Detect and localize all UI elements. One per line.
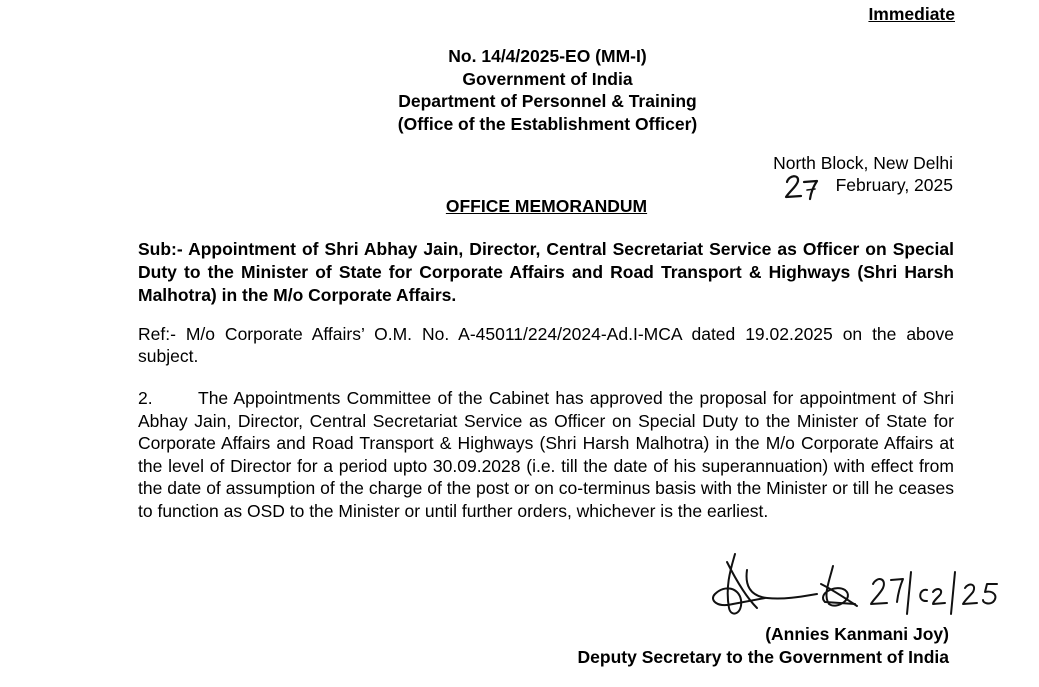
- priority-label: Immediate: [868, 4, 955, 24]
- paragraph-text: The Appointments Committee of the Cabinet has approved the proposal for appointment of Shri Abhay Jain, Director, Central Secretariat Service as Officer on Special Duty to the Minister of State for Corporate Affairs and Road Transport & Highways (Shri Harsh Malhotra) in the M/o Corporate Affairs at the level of Director for a period upto 30.09.2028 (i.e. till the date of his superannuation) with effect from the date of assumption of the charge of the post or on co-terminus basis with the Minister or till he ceases to function as OSD to the Minister or until further orders, whichever is the earliest.: [138, 388, 954, 521]
- memo-title: OFFICE MEMORANDUM: [445, 196, 648, 216]
- department-name: Department of Personnel & Training: [398, 91, 697, 111]
- office-name: (Office of the Establishment Officer): [397, 113, 698, 134]
- signatory-name: (Annies Kanmani Joy): [765, 624, 949, 644]
- issue-date: February, 2025: [835, 175, 953, 195]
- body-paragraph-2: [138, 387, 954, 522]
- handwritten-signature: [705, 548, 1015, 623]
- reference-paragraph: Ref:- M/o Corporate Affairs’ O.M. No. A-45011/224/2024-Ad.I-MCA dated 19.02.2025 on the above subject.: [138, 324, 954, 366]
- government-name: Government of India: [462, 68, 633, 89]
- file-number: No. 14/4/2025-EO (MM-I): [448, 46, 647, 66]
- signatory-title: Deputy Secretary to the Government of India: [577, 647, 949, 667]
- subject-paragraph: Sub:- Appointment of Shri Abhay Jain, Director, Central Secretariat Service as Officer on Special Duty to the Minister of State for Corporate Affairs and Road Transport & Highways (Shri Harsh Malhotra) in the M/o Corporate Affairs.: [138, 239, 954, 305]
- document-header: [0, 45, 1039, 135]
- paragraph-number: 2.: [138, 388, 153, 408]
- place-of-issue: North Block, New Delhi: [773, 153, 953, 173]
